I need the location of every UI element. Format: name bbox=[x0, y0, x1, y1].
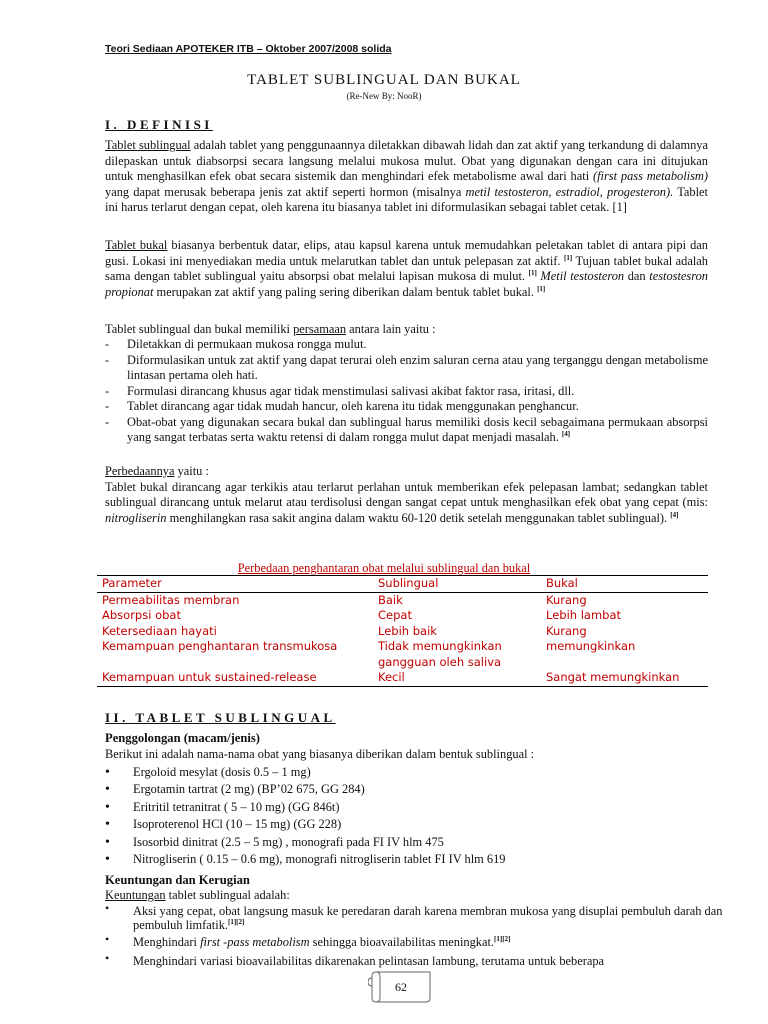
subheading-keuntungan: Keuntungan dan Kerugian bbox=[105, 873, 250, 887]
list-item: - Tablet dirancang agar tidak mudah hancur, oleh karena itu tidak menggunakan penghancur. bbox=[105, 399, 708, 415]
table-cell: Kemampuan penghantaran transmukosa bbox=[102, 639, 338, 653]
comparison-table bbox=[97, 575, 708, 687]
table-caption: Perbedaan penghantaran obat melalui sublingual dan bukal bbox=[237, 561, 531, 575]
table-header-cell: Bukal bbox=[541, 576, 708, 593]
running-header: Teori Sediaan APOTEKER ITB – Oktober 2007/2008 solida bbox=[105, 43, 392, 55]
table-row bbox=[97, 624, 708, 640]
table-cell: Kemampuan untuk sustained-release bbox=[97, 670, 373, 686]
list-item: • Menghindari first -pass metabolism sehingga bioavailabilitas meningkat.[1][2] bbox=[105, 935, 725, 949]
list-item: • Ergotamin tartrat (2 mg) (BP’02 675, GG 284) bbox=[105, 781, 725, 798]
table-cell: Kecil bbox=[373, 670, 541, 686]
table-cell: Absorpsi obat bbox=[102, 608, 181, 622]
table-header-row bbox=[97, 576, 708, 593]
paragraph-perbedaan: Perbedaannya yaitu : Tablet bukal dirancang agar terkikis atau terlarut perlahan untuk memberikan efek pelepasan lambat; sedangkan tablet sublingual dirancang untuk melarut atau terdisolusi dengan sangat cepat untuk menghasilkan efek obat yang cepat (mis: nitrogliserin menghilangkan rasa sakit angina dalam waktu 60-120 detik setelah menggunakan tablet sublingual). [4] bbox=[105, 464, 708, 525]
list-item: - Obat-obat yang digunakan secara bukal dan sublingual harus memiliki dosis kecil sebagaimana permukaan absorpsi yang sangat terbatas serta waktu retensi di dalam rongga mulut dapat menjadi masalah. [4] bbox=[105, 415, 708, 446]
page-number-scroll bbox=[368, 968, 434, 1006]
subheading-penggolongan: Penggolongan (macam/jenis) bbox=[105, 731, 260, 745]
paragraph-sublingual-definition: Tablet sublingual adalah tablet yang penggunaannya diletakkan dibawah lidah dan zat aktif yang terkandung di dalamnya dilepaskan untuk diabsorpsi secara langsung melalui mukosa mulut. Obat yang digunakan dengan cara ini ditujukan untuk menghasilkan efek obat secara sistemik dan menghindari efek metabolisme awal dari hati (first pass metabolism) yang dapat merusak beberapa jenis zat aktif seperti hormon (misalnya metil testosteron, estradiol, progesteron). Tablet ini harus terlarut dengan cepat, oleh karena itu biasanya tablet ini diformulasikan sebagai tablet cetak. [1] bbox=[105, 138, 708, 214]
table-cell: Baik bbox=[378, 592, 403, 607]
list-item: • Eritritil tetranitrat ( 5 – 10 mg) (GG 846t) bbox=[105, 799, 725, 816]
table-row bbox=[97, 592, 708, 608]
list-item: • Nitrogliserin ( 0.15 – 0.6 mg), monografi nitrogliserin tablet FI IV hlm 619 bbox=[105, 851, 725, 868]
drug-list bbox=[105, 764, 725, 868]
section-heading-definisi: I. DEFINISI bbox=[105, 117, 213, 132]
keuntungan-list bbox=[105, 904, 725, 968]
table-header-cell: Sublingual bbox=[373, 576, 541, 593]
table-cell: Sangat memungkinkan bbox=[541, 670, 708, 686]
table-cell: Lebih baik bbox=[378, 623, 437, 638]
list-item: • Menghindari variasi bioavailabilitas dikarenakan pelintasan lambung, terutama untuk beberapa bbox=[105, 954, 725, 968]
page-subtitle: (Re-New By: NooR) bbox=[346, 91, 422, 101]
table-cell: Tidak memungkinkan gangguan oleh saliva bbox=[378, 639, 502, 669]
table-cell: Kurang bbox=[546, 592, 587, 607]
list-item: - Diletakkan di permukaan mukosa rongga mulut. bbox=[105, 337, 708, 353]
table-row bbox=[97, 639, 708, 670]
keuntungan-intro: Keuntungan tablet sublingual adalah: bbox=[105, 888, 290, 902]
paragraph-persamaan-intro: Tablet sublingual dan bukal memiliki persamaan antara lain yaitu : bbox=[105, 322, 436, 336]
table-cell: Ketersediaan hayati bbox=[102, 623, 217, 638]
persamaan-list bbox=[105, 337, 708, 446]
table-cell: Permeabilitas membran bbox=[102, 592, 240, 607]
list-item: • Isoproterenol HCl (10 – 15 mg) (GG 228) bbox=[105, 816, 725, 833]
list-item: • Aksi yang cepat, obat langsung masuk ke peredaran darah karena membran mukosa yang disuplai pembuluh darah dan pembuluh limfatik.[1][2] bbox=[105, 904, 725, 932]
list-item: - Diformulasikan untuk zat aktif yang dapat terurai oleh enzim saluran cerna atau yang terganggu dengan metabolisme lintasan pertama oleh hati. bbox=[105, 353, 708, 384]
table-cell: memungkinkan bbox=[546, 639, 636, 653]
table-row bbox=[97, 608, 708, 624]
table-cell: Cepat bbox=[378, 608, 412, 622]
page-title: TABLET SUBLINGUAL DAN BUKAL bbox=[247, 72, 521, 88]
penggolongan-intro: Berikut ini adalah nama-nama obat yang biasanya diberikan dalam bentuk sublingual : bbox=[105, 747, 535, 761]
page-number: 62 bbox=[395, 980, 407, 994]
paragraph-bukal-definition: Tablet bukal biasanya berbentuk datar, elips, atau kapsul karena untuk memudahkan peletakan tablet di antara pipi dan gusi. Lokasi ini menyediakan media untuk melarutkan tablet dan untuk pelepasan zat aktif. [1] Tujuan tablet bukal adalah sama dengan tablet sublingual yaitu absorpsi obat melalui lapisan mukosa di mulut. [1] Metil testosteron dan testostesron propionat merupakan zat aktif yang paling sering diberikan dalam bentuk tablet bukal. [1] bbox=[105, 238, 709, 299]
list-item: • Ergoloid mesylat (dosis 0.5 – 1 mg) bbox=[105, 764, 725, 781]
table-header-cell: Parameter bbox=[97, 576, 373, 593]
table-cell: Lebih lambat bbox=[546, 608, 622, 622]
list-item: • Isosorbid dinitrat (2.5 – 5 mg) , monografi pada FI IV hlm 475 bbox=[105, 834, 725, 851]
table-row bbox=[97, 670, 708, 686]
list-item: - Formulasi dirancang khusus agar tidak menstimulasi salivasi akibat faktor rasa, iritasi, dll. bbox=[105, 384, 708, 400]
table-cell: Kurang bbox=[546, 623, 587, 638]
section-heading-tablet-sublingual: II. TABLET SUBLINGUAL bbox=[105, 710, 336, 725]
